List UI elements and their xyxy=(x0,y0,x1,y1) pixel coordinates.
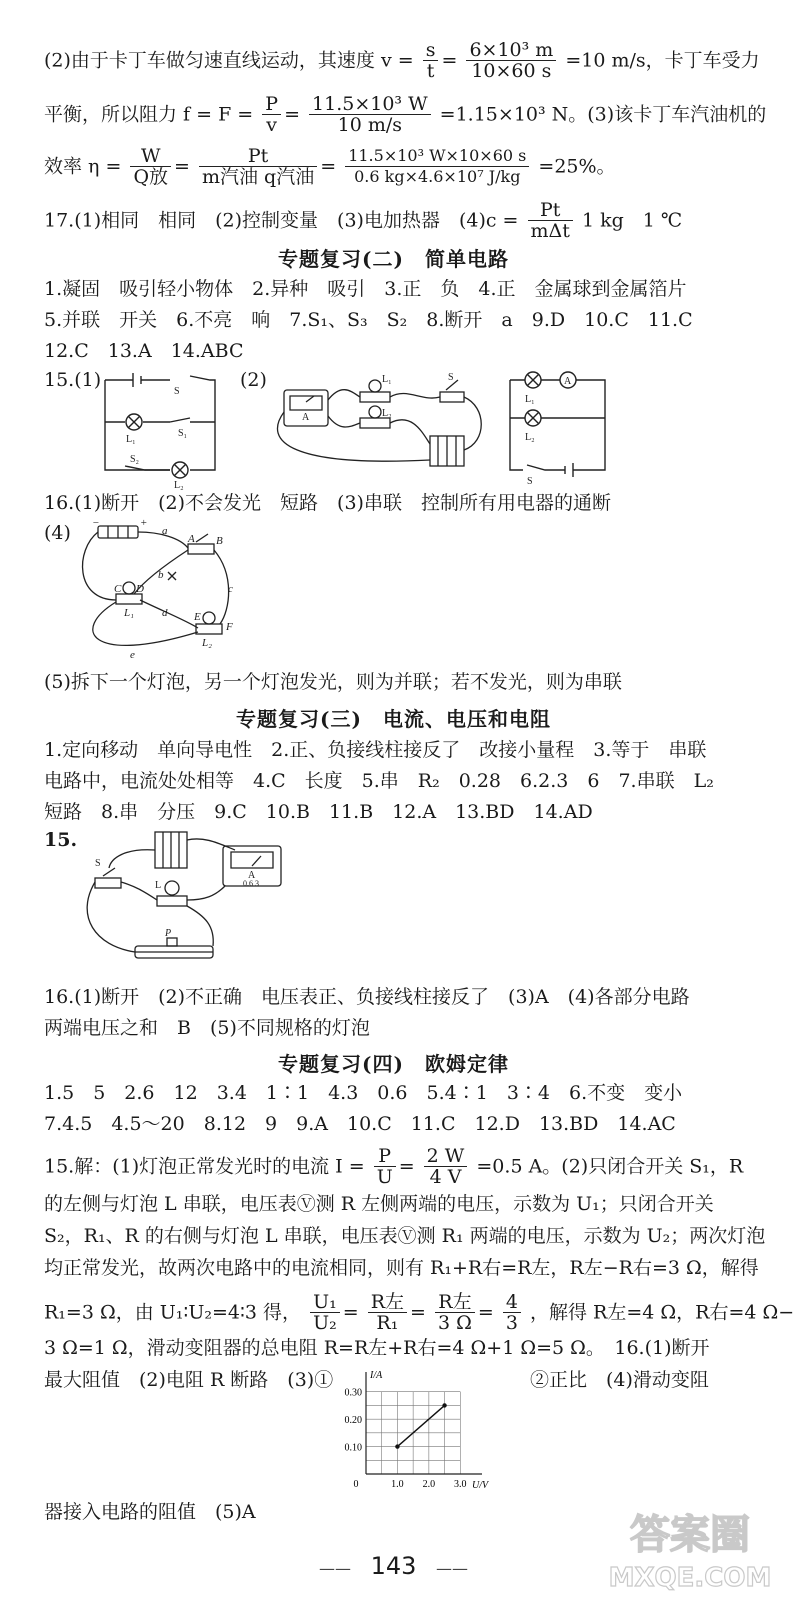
x-tick-label: 0 xyxy=(353,1479,359,1490)
label: − xyxy=(92,517,100,529)
label: S xyxy=(448,372,454,383)
answer-line: 15.解：(1)灯泡正常发光时的电流 I = $\frac{P}{U}$ = $\frac{2 W}{4 V}$ =0.5 A。(2)只闭合开关 S₁，R xyxy=(44,1145,744,1188)
fraction: $\frac{W}{\text{Q放}}$ xyxy=(130,146,171,187)
page-number: —— 143 —— xyxy=(318,1552,469,1580)
fraction: $\frac{2 W}{4 V}$ xyxy=(424,1146,468,1187)
x-tick-label: 1.0 xyxy=(391,1479,404,1490)
answer-line: 7.4.5 4.5～20 8.12 9 9.A 10.C 11.C 12.D 13.BD 14.AC xyxy=(44,1113,676,1135)
wiring-diagram-16-4 xyxy=(70,517,260,670)
answer-line: 1.5 5 2.6 12 3.4 1∶1 4.3 0.6 5.4∶1 3∶4 6.不变 变小 xyxy=(44,1082,683,1104)
answer-line: 短路 8.串 分压 9.C 10.B 11.B 12.A 13.BD 14.AD xyxy=(44,801,593,823)
section-title: 专题复习(二) 简单电路 xyxy=(278,247,509,271)
label: L₁ xyxy=(126,434,136,445)
answer-line: 的左侧与灯泡 L 串联，电压表Ⓥ测 R 左侧两端的电压，示数为 U₁；只闭合开关 xyxy=(44,1193,714,1215)
answer-line: 两端电压之和 B (5)不同规格的灯泡 xyxy=(44,1017,370,1039)
wiring-diagram-s3-15 xyxy=(75,826,300,976)
y-tick-label: 0.10 xyxy=(344,1442,362,1454)
label: L₂ xyxy=(202,637,212,649)
answer-line: R₁=3 Ω，由 U₁∶U₂=4∶3 得， $\frac{\text{U₁}}{\text{U₂}}$ = $\frac{\text{R左}}{\text{R₁}}$ = $\frac{\text{R左}}{3 \Omega}$ = $\frac{4}{3}$ ，解得 R左=4 Ω，R右=4 Ω− xyxy=(44,1291,794,1334)
y-tick-label: 0.20 xyxy=(344,1415,362,1427)
fraction: $\frac{Pt}{\text{m汽油 q汽油}}$ xyxy=(199,146,317,187)
label: L₂ xyxy=(382,408,392,419)
label: d xyxy=(162,607,168,619)
fraction: $\frac{4}{3}$ xyxy=(503,1292,521,1333)
label: D xyxy=(136,583,144,595)
label: A xyxy=(564,376,572,387)
fraction: $\frac{\text{R左}}{3 \Omega}$ xyxy=(435,1292,475,1333)
fraction: $\frac{Pt}{\text{mΔt}}$ xyxy=(528,200,573,241)
answer-line: (2)由于卡丁车做匀速直线运动，其速度 v = $\frac{s}{t}$ = $\frac{\text{6×10³ m}}{10\times 60 s}$ =10 m/s，卡丁车受力 xyxy=(44,39,760,82)
answer-line: 1.定向移动 单向导电性 2.正、负接线柱接反了 改接小量程 3.等于 串联 xyxy=(44,739,707,761)
fraction: $\frac{\text{U₁}}{\text{U₂}}$ xyxy=(310,1292,340,1333)
fraction: $\frac{\text{R左}}{\text{R₁}}$ xyxy=(368,1292,407,1333)
answer-line: ②正比 (4)滑动变阻 xyxy=(530,1369,709,1391)
x-tick-label: 3.0 xyxy=(454,1479,467,1490)
label: + xyxy=(140,517,148,529)
label: S xyxy=(174,386,180,397)
answer-line: 器接入电路的阻值 (5)A xyxy=(44,1501,256,1523)
answer-line: 5.并联 开关 6.不亮 响 7.S₁、S₃ S₂ 8.断开 a 9.D 10.C 11.C xyxy=(44,309,693,331)
fraction: $\frac{\text{6×10³ m}}{10\times 60 s}$ xyxy=(466,40,556,81)
label: A xyxy=(302,412,310,423)
answer-line: 最大阻值 (2)电阻 R 断路 (3)① xyxy=(44,1369,334,1391)
section-title: 专题复习(四) 欧姆定律 xyxy=(278,1052,509,1076)
y-axis-label: I/A xyxy=(370,1370,383,1381)
fraction: $\frac{s}{t}$ xyxy=(423,40,439,81)
label: c xyxy=(228,583,233,595)
answer-line: 1.凝固 吸引轻小物体 2.异种 吸引 3.正 负 4.正 金属球到金属箔片 xyxy=(44,278,687,300)
circuit-diagram-15-1 xyxy=(100,370,220,491)
answer-line: 3 Ω=1 Ω，滑动变阻器的总电阻 R=R左+R右=4 Ω+1 Ω=5 Ω。 16.(1)断开 xyxy=(44,1337,710,1359)
fraction: $\frac{P}{U}$ xyxy=(374,1146,396,1187)
label: C xyxy=(114,583,122,595)
label: P xyxy=(165,928,172,939)
circuit-diagram-15-2 xyxy=(505,370,615,485)
label: b xyxy=(158,569,164,581)
watermark-url: MXQE.COM xyxy=(608,1563,772,1593)
question-label: 15.(1) xyxy=(44,369,102,391)
y-tick-label: 0.30 xyxy=(344,1387,362,1399)
data-point xyxy=(395,1444,399,1448)
fraction: $\frac{P}{v}$ xyxy=(262,94,281,135)
fraction: $\frac{\text{11.5×10³ W×10×60 s}}{\text{0.6 kg×4.6×10⁷ J/kg}}$ xyxy=(345,146,529,187)
wiring-diagram-15-2 xyxy=(262,372,492,482)
answer-line: 电路中，电流处处相等 4.C 长度 5.串 R₂ 0.28 6.2.3 6 7.串联 L₂ xyxy=(44,770,714,792)
fraction: $\frac{\text{11.5×10³ W}}{10 m/s}$ xyxy=(309,94,431,135)
label: L₂ xyxy=(525,432,535,443)
label: S₂ xyxy=(130,454,140,465)
x-axis-label: U/V xyxy=(472,1480,489,1491)
label: 0.6 3 xyxy=(243,879,259,888)
answer-line: 均正常发光，故两次电路中的电流相同，则有 R₁+R右=R左，R左−R右=3 Ω，解得 xyxy=(44,1257,759,1279)
label: L₁ xyxy=(382,374,392,385)
answer-line: 16.(1)断开 (2)不会发光 短路 (3)串联 控制所有用电器的通断 xyxy=(44,492,611,514)
label: S xyxy=(527,476,533,487)
label: E xyxy=(194,611,201,623)
data-point xyxy=(442,1403,446,1407)
watermark-text: 答案圈 xyxy=(630,1512,750,1558)
label: L xyxy=(155,880,162,891)
label: F xyxy=(226,621,233,633)
answer-line: (5)拆下一个灯泡，另一个灯泡发光，则为并联；若不发光，则为串联 xyxy=(44,671,622,693)
section-title: 专题复习(三) 电流、电压和电阻 xyxy=(236,707,551,731)
label: S₁ xyxy=(178,428,188,439)
iu-chart xyxy=(328,1368,489,1491)
label: B xyxy=(216,535,223,547)
answer-line: 17.(1)相同 相同 (2)控制变量 (3)电加热器 (4)c = $\frac{Pt}{\text{mΔt}}$ 1 kg 1 ℃ xyxy=(44,199,683,242)
series-line xyxy=(397,1405,444,1446)
answer-line: 16.(1)断开 (2)不正确 电压表正、负接线柱接反了 (3)A (4)各部分电路 xyxy=(44,986,690,1008)
question-label: (2) xyxy=(240,369,267,391)
label: a xyxy=(162,525,168,537)
answer-line: S₂，R₁、R 的右侧与灯泡 L 串联，电压表Ⓥ测 R₁ 两端的电压，示数为 U₂；两次灯泡 xyxy=(44,1225,766,1247)
label: A xyxy=(188,533,195,545)
label: e xyxy=(130,649,135,661)
label: L₁ xyxy=(124,607,134,619)
label: A xyxy=(248,870,256,881)
label: L₂ xyxy=(174,480,184,491)
answer-line: 12.C 13.A 14.ABC xyxy=(44,340,244,362)
question-label: (4) xyxy=(44,522,71,544)
watermark-logo xyxy=(600,1500,780,1595)
x-tick-label: 2.0 xyxy=(422,1479,436,1490)
label: S xyxy=(95,858,101,869)
question-label: 15. xyxy=(44,829,78,851)
answer-line: 效率 η = $\frac{W}{\text{Q放}}$ = $\frac{Pt}{\text{m汽油 q汽油}}$ = $\frac{\text{11.5×10³ W×10×60 s}}{\text{0.6 kg×4.6×10⁷ J/kg}}$ =25%。 xyxy=(44,145,616,188)
label: L₁ xyxy=(525,394,535,405)
answer-line: 平衡，所以阻力 f = F = $\frac{P}{v}$ = $\frac{\text{11.5×10³ W}}{10 m/s}$ =1.15×10³ N。(3)该卡丁车汽油机的 xyxy=(44,93,767,136)
